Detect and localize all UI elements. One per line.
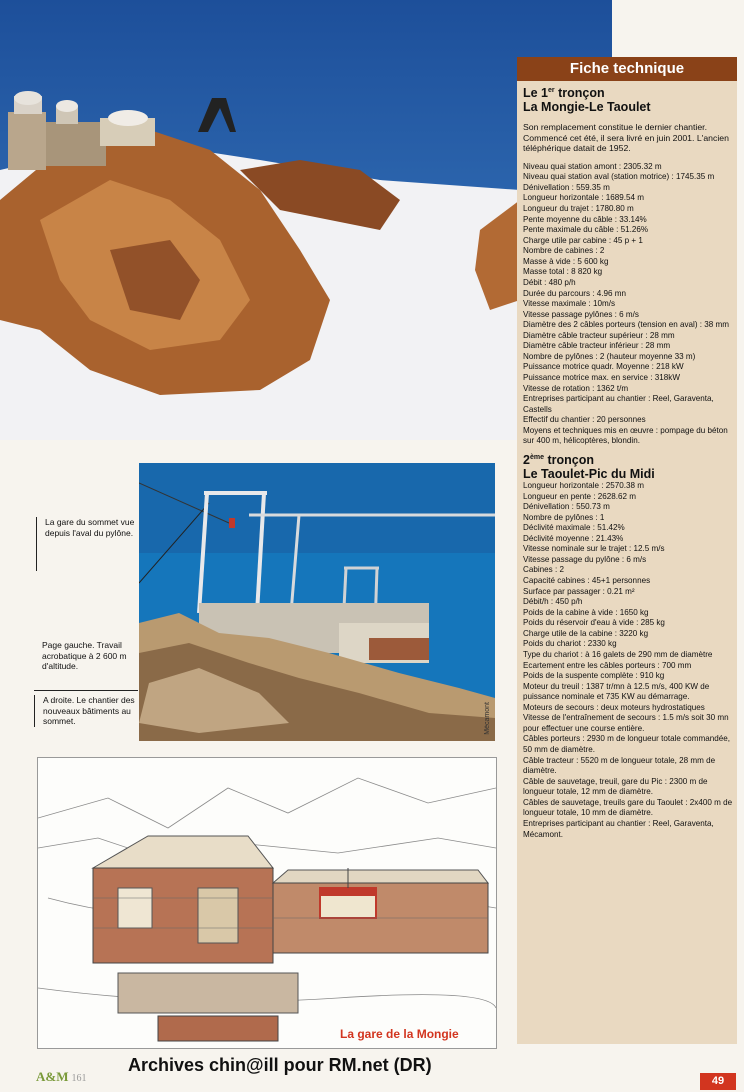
spec-line: Dénivellation : 550.73 m bbox=[523, 502, 610, 512]
section1-subtitle: La Mongie-Le Taoulet bbox=[523, 100, 651, 114]
spec-line: Cabines : 2 bbox=[523, 565, 564, 575]
spec-line: Débit/h : 450 p/h bbox=[523, 597, 583, 607]
spec-line: Vitesse passage pylônes : 6 m/s bbox=[523, 309, 639, 319]
section1-title-sup: er bbox=[548, 86, 555, 94]
spec-line: Diamètre des 2 câbles porteurs (tension en aval) : 38 mm bbox=[523, 320, 730, 330]
station-drawing-svg bbox=[38, 758, 496, 1048]
section2-title-sup: ème bbox=[529, 453, 544, 461]
spec-line: Poids de la cabine à vide : 1650 kg bbox=[523, 607, 649, 617]
spec-line: Ecartement entre les câbles porteurs : 700 mm bbox=[523, 660, 692, 670]
section2-title-prefix: 2 bbox=[523, 452, 530, 467]
spec-line: Moyens et techniques mis en œuvre : pompage du béton sur 400 m, hélicoptères, blondin. bbox=[523, 425, 728, 446]
spec-line: Pente moyenne du câble : 33.14% bbox=[523, 214, 647, 224]
spec-line: Longueur en pente : 2628.62 m bbox=[523, 491, 636, 501]
spec-line: Longueur horizontale : 2570.38 m bbox=[523, 480, 645, 490]
drawing-label: La gare de la Mongie bbox=[340, 1027, 459, 1041]
section2-title bbox=[523, 453, 733, 467]
section1-title-suffix: tronçon bbox=[554, 86, 605, 100]
spec-line: Déclivité maximale : 51.42% bbox=[523, 523, 625, 533]
spec-line: Masse à vide : 5 600 kg bbox=[523, 256, 609, 266]
spec-line: Câbles de sauvetage, treuils gare du Taoulet : 2x400 m de longueur totale, 10 mm de diamètre. bbox=[523, 797, 733, 818]
spec-line: Niveau quai station aval (station motrice) : 1745.35 m bbox=[523, 172, 715, 182]
section2-spec-list bbox=[523, 481, 733, 840]
spec-line: Longueur horizontale : 1689.54 m bbox=[523, 193, 645, 203]
spec-line: Diamètre câble tracteur supérieur : 28 mm bbox=[523, 330, 675, 340]
spec-line: Pente maximale du câble : 51.26% bbox=[523, 225, 649, 235]
spec-line: Câble de sauvetage, treuil, gare du Pic : 2300 m de longueur totale, 12 mm de diamètre. bbox=[523, 776, 708, 797]
spec-line: Durée du parcours : 4.96 mn bbox=[523, 288, 627, 298]
spec-line: Moteurs de secours : deux moteurs hydrostatiques bbox=[523, 702, 705, 712]
spec-line: Nombre de pylônes : 1 bbox=[523, 512, 605, 522]
spec-line: Poids du réservoir d'eau à vide : 285 kg bbox=[523, 618, 665, 628]
spec-line: Niveau quai station amont : 2305.32 m bbox=[523, 161, 662, 171]
section1-intro: Son remplacement constitue le dernier chantier. Commencé cet été, il sera livré en juin 2001. L'ancien téléphérique datait de 1952. bbox=[523, 122, 729, 154]
fiche-technique-content bbox=[523, 86, 733, 840]
spec-line: Surface par passager : 0.21 m² bbox=[523, 586, 635, 596]
spec-line: Charge utile de la cabine : 3220 kg bbox=[523, 628, 649, 638]
spec-line: Vitesse passage du pylône : 6 m/s bbox=[523, 554, 647, 564]
spec-line: Débit : 480 p/h bbox=[523, 277, 576, 287]
spec-line: Poids de la suspente complète : 910 kg bbox=[523, 671, 665, 681]
spec-line: Puissance motrice quadr. Moyenne : 218 kW bbox=[523, 362, 684, 372]
spec-line: Poids du chariot : 2330 kg bbox=[523, 639, 617, 649]
magazine-logo bbox=[36, 1069, 87, 1085]
fiche-technique-header: Fiche technique bbox=[517, 57, 737, 81]
spec-line: Charge utile par cabine : 45 p + 1 bbox=[523, 235, 643, 245]
section2-title-suffix: tronçon bbox=[543, 452, 594, 467]
caption-right-page: A droite. Le chantier des nouveaux bâtiments au sommet. bbox=[34, 695, 141, 727]
spec-line: Effectif du chantier : 20 personnes bbox=[523, 415, 646, 425]
spec-line: Masse total : 8 820 kg bbox=[523, 267, 603, 277]
section1-title bbox=[523, 86, 733, 100]
magazine-logo-text: A&M bbox=[36, 1069, 69, 1084]
summit-station-svg bbox=[139, 463, 495, 741]
spec-line: Nombre de pylônes : 2 (hauteur moyenne 33 m) bbox=[523, 351, 696, 361]
spec-line: Nombre de cabines : 2 bbox=[523, 246, 605, 256]
spec-line: Capacité cabines : 45+1 personnes bbox=[523, 576, 651, 586]
spec-line: Longueur du trajet : 1780.80 m bbox=[523, 204, 634, 214]
photo-credit: Mécamont bbox=[484, 702, 491, 735]
caption-left-page: Page gauche. Travail acrobatique à 2 600 m d'altitude. bbox=[42, 640, 127, 671]
spec-line: Vitesse de l'entraînement de secours : 1.5 m/s soit 30 mn pour effectuer une course entière. bbox=[523, 713, 729, 733]
spec-line: Câble tracteur : 5520 m de longueur totale, 28 mm de diamètre. bbox=[523, 755, 716, 776]
spec-line: Entreprises participant au chantier : Reel, Garaventa, Mécamont. bbox=[523, 818, 714, 839]
spec-line: Déclivité moyenne : 21.43% bbox=[523, 533, 624, 543]
spec-line: Vitesse nominale sur le trajet : 12.5 m/s bbox=[523, 544, 665, 554]
spec-line: Entreprises participant au chantier : Reel, Garaventa, Castells bbox=[523, 394, 714, 414]
caption-divider bbox=[34, 690, 138, 691]
section2 bbox=[523, 453, 733, 840]
caption-summit-station: La gare du sommet vue depuis l'aval du pylône. bbox=[36, 517, 141, 571]
page-number: 49 bbox=[700, 1073, 736, 1090]
summit-station-photo bbox=[139, 463, 495, 741]
spec-line: Câbles porteurs : 2930 m de longueur totale commandée, 50 mm de diamètre. bbox=[523, 734, 730, 755]
station-drawing bbox=[37, 757, 497, 1049]
issue-number: 161 bbox=[71, 1073, 87, 1084]
spec-line: Dénivellation : 559.35 m bbox=[523, 182, 610, 192]
section2-subtitle: Le Taoulet-Pic du Midi bbox=[523, 466, 655, 481]
spec-line: Type du chariot : à 16 galets de 290 mm de diamètre bbox=[523, 649, 713, 659]
section1-title-prefix: Le 1 bbox=[523, 86, 549, 100]
spec-line: Puissance motrice max. en service : 318kW bbox=[523, 373, 680, 383]
spec-line: Moteur du treuil : 1387 tr/mn à 12.5 m/s, 400 KW de puissance nominale et 735 KW au démarrage. bbox=[523, 681, 710, 702]
spec-line: Vitesse maximale : 10m/s bbox=[523, 299, 616, 309]
spec-line: Diamètre câble tracteur inférieur : 28 mm bbox=[523, 341, 671, 351]
archives-watermark: Archives chin@ill pour RM.net (DR) bbox=[128, 1055, 432, 1075]
section1-spec-list bbox=[523, 162, 733, 447]
spec-line: Vitesse de rotation : 1362 t/m bbox=[523, 383, 629, 393]
